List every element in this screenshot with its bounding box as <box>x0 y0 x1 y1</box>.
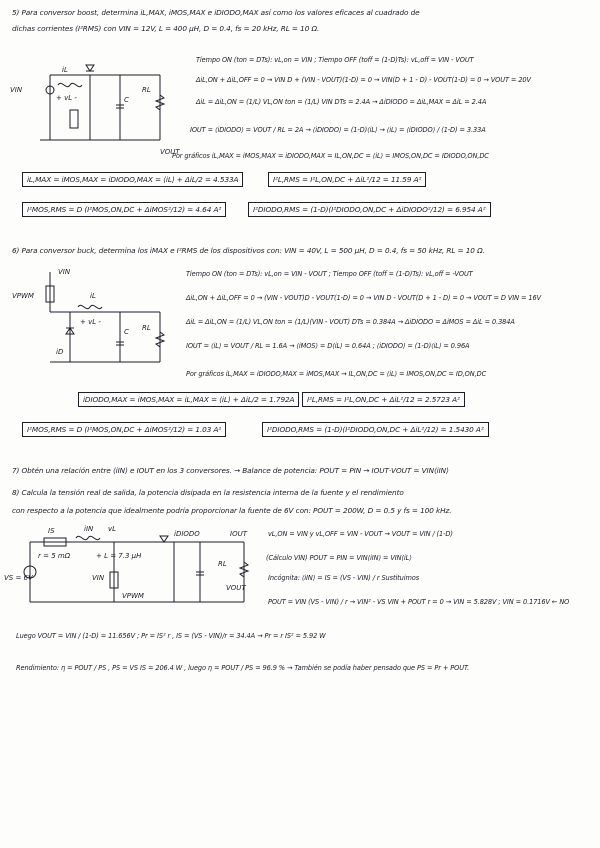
buck-vin-label: VIN <box>58 268 71 276</box>
buck-circuit-diagram <box>10 262 180 380</box>
problem6-result-box-il-rms: I²L,RMS = I²L,ON,DC + ΔiL²/12 = 2.5723 A² <box>302 392 465 407</box>
p8-is-label: IS <box>48 527 55 535</box>
buck-vpwm-label: VPWM <box>12 292 34 300</box>
buck-rl-label: RL <box>142 324 151 332</box>
problem5-result-box-max: iL,MAX = iMOS,MAX = iDIODO,MAX = ⟨iL⟩ + ΔiL/2 = 4.533A <box>22 172 243 187</box>
p8-iin-label: iIN <box>84 525 94 533</box>
problem5-result-box-diodo-rms: I²DIODO,RMS = (1-D)(I²DIODO,ON,DC + ΔiDIODO²/12) = 6.954 A² <box>248 202 491 217</box>
problem5-line-3: ΔiL = ΔiL,ON = (1/L) VL,ON ton = (1/L) VIN DTs = 2.4A → ΔiDIODO = ΔiL,MAX = ΔiL = 2.4A <box>196 98 487 106</box>
p8-vpwm-label: VPWM <box>122 592 144 600</box>
p8-vin-label: VIN <box>92 574 105 582</box>
problem8-line-1: vL,ON = VIN y vL,OFF = VIN - VOUT → VOUT = VIN / (1-D) <box>268 530 453 538</box>
problem8-line-6: Rendimiento: η = POUT / PS , PS = VS IS = 206.4 W , luego η = POUT / PS = 96.9 % → También se podía haber pensado que PS = Pr + POUT. <box>16 664 470 672</box>
problem6-line-2: ΔiL,ON + ΔiL,OFF = 0 → (VIN - VOUT)D - VOUT(1-D) = 0 → VIN D - VOUT(D + 1 - D) = 0 → VOUT = D VIN = 16V <box>186 294 542 302</box>
boost-il-label: iL <box>62 66 68 74</box>
problem5-result-box-mos-rms: I²MOS,RMS = D (I²MOS,ON,DC + ΔiMOS²/12) = 4.64 A² <box>22 202 226 217</box>
p8-vs-label: VS = 6V <box>4 574 33 582</box>
problem5-line-4: IOUT = ⟨iDIODO⟩ = VOUT / RL = 2A → ⟨iDIODO⟩ = (1-D)⟨iL⟩ → ⟨iL⟩ = ⟨iDIODO⟩ / (1-D) = 3.33A <box>190 126 486 134</box>
problem5-result-box-il-rms: I²L,RMS = I²L,ON,DC + ΔiL²/12 = 11.59 A² <box>268 172 426 187</box>
p8-idiodo-label: iDIODO <box>174 530 200 538</box>
p8-vout-label: VOUT <box>226 584 246 592</box>
boost-vout-label: VOUT <box>160 148 180 156</box>
problem8-line-4: POUT = VIN (VS - VIN) / r → VIN² - VS VIN + POUT r = 0 → VIN = 5.828V ; VIN = 0.1716V ← NO <box>268 598 570 606</box>
problem8-line-3: Incógnita: ⟨iIN⟩ = IS = (VS - VIN) / r Sustituimos <box>268 574 420 582</box>
problem6-statement: 6) Para conversor buck, determina los iMAX e I²RMS de los dispositivos con: VIN = 40V, L = 500 µH, D = 0.4, fs = 50 kHz, RL = 10 Ω. <box>12 246 485 255</box>
p8-r-label: r = 5 mΩ <box>38 552 71 560</box>
buck-c-label: C <box>124 328 129 336</box>
problem5-statement-line2: dichas corrientes (I²RMS) con VIN = 12V, L = 400 µH, D = 0.4, fs = 20 kHz, RL = 10 Ω. <box>12 24 320 33</box>
boost-vl-label: + vL - <box>56 94 77 102</box>
problem6-line-4: IOUT = ⟨iL⟩ = VOUT / RL = 1.6A → ⟨iMOS⟩ = D⟨iL⟩ = 0.64A ; ⟨iDIODO⟩ = (1-D)⟨iL⟩ = 0.96A <box>186 342 470 350</box>
buck-il-label: iL <box>90 292 96 300</box>
problem5-statement-line1: 5) Para conversor boost, determina iL,MAX, iMOS,MAX e iDIODO,MAX así como los valores eficaces al cuadrado de <box>12 8 420 17</box>
problem6-line-1: Tiempo ON (ton = DTs): vL,on = VIN - VOUT ; Tiempo OFF (toff = (1-D)Ts): vL,off = -VOUT <box>186 270 473 278</box>
problem8-line-2: (Cálculo VIN) POUT = PIN = VIN⟨iIN⟩ = VIN⟨iL⟩ <box>266 554 412 562</box>
problem7-statement: 7) Obtén una relación entre ⟨iIN⟩ e IOUT en los 3 conversores. → Balance de potencia: POUT = PIN → IOUT·VOUT = VIN⟨iIN⟩ <box>12 466 449 475</box>
problem6-line-5: Por gráficos iL,MAX = iDIODO,MAX = iMOS,MAX → IL,ON,DC = ⟨iL⟩ = IMOS,ON,DC = ID,ON,DC <box>186 370 487 378</box>
problem8-statement-line2: con respecto a la potencia que idealmente podría proporcionar la fuente de 6V con: POUT = 200W, D = 0.5 y fs = 100 kHz. <box>12 506 452 515</box>
problem6-result-box-mos-rms: I²MOS,RMS = D (I²MOS,ON,DC + ΔiMOS²/12) = 1.03 A² <box>22 422 226 437</box>
p8-vl-label: vL <box>108 525 117 533</box>
p8-iout-label: IOUT <box>230 530 247 538</box>
problem5-line-5: Por gráficos iL,MAX = iMOS,MAX = iDIODO,MAX = IL,ON,DC = ⟨iL⟩ = IMOS,ON,DC = IDIODO,ON,DC <box>172 152 489 160</box>
p8-l-label: + L = 7.3 µH <box>96 552 142 560</box>
boost-circuit-diagram <box>10 50 180 160</box>
boost-c-label: C <box>124 96 129 104</box>
problem5-line-1: Tiempo ON (ton = DTs): vL,on = VIN ; Tiempo OFF (toff = (1-D)Ts): vL,off = VIN - VOUT <box>196 56 474 64</box>
boost-vin-label: VIN <box>10 86 23 94</box>
problem6-result-box-max: iDIODO,MAX = iMOS,MAX = iL,MAX = ⟨iL⟩ + ΔiL/2 = 1.792A <box>78 392 299 407</box>
boost-rl-label: RL <box>142 86 151 94</box>
problem6-line-3: ΔiL = ΔiL,ON = (1/L) VL,ON ton = (1/L)(VIN - VOUT) DTs = 0.384A → ΔiDIODO = ΔiMOS = ΔiL = 0.384A <box>186 318 515 326</box>
p8-rl-label: RL <box>218 560 227 568</box>
problem5-line-2: ΔiL,ON + ΔiL,OFF = 0 → VIN D + (VIN - VOUT)(1-D) = 0 → VIN(D + 1 - D) - VOUT(1-D) = 0 → VOUT = 20V <box>196 76 531 84</box>
buck-vl-label: + vL - <box>80 318 101 326</box>
boost-with-source-resistance-circuit <box>4 522 260 618</box>
buck-id-label: iD <box>56 348 64 356</box>
problem8-line-5: Luego VOUT = VIN / (1-D) = 11.656V ; Pr = IS² r , IS = (VS - VIN)/r = 34.4A → Pr = r IS² = 5.92 W <box>16 632 326 640</box>
problem8-statement-line1: 8) Calcula la tensión real de salida, la potencia disipada en la resistencia interna de la fuente y el rendimiento <box>12 488 404 497</box>
problem6-result-box-diodo-rms: I²DIODO,RMS = (1-D)(I²DIODO,ON,DC + ΔiL²/12) = 1.5430 A² <box>262 422 489 437</box>
